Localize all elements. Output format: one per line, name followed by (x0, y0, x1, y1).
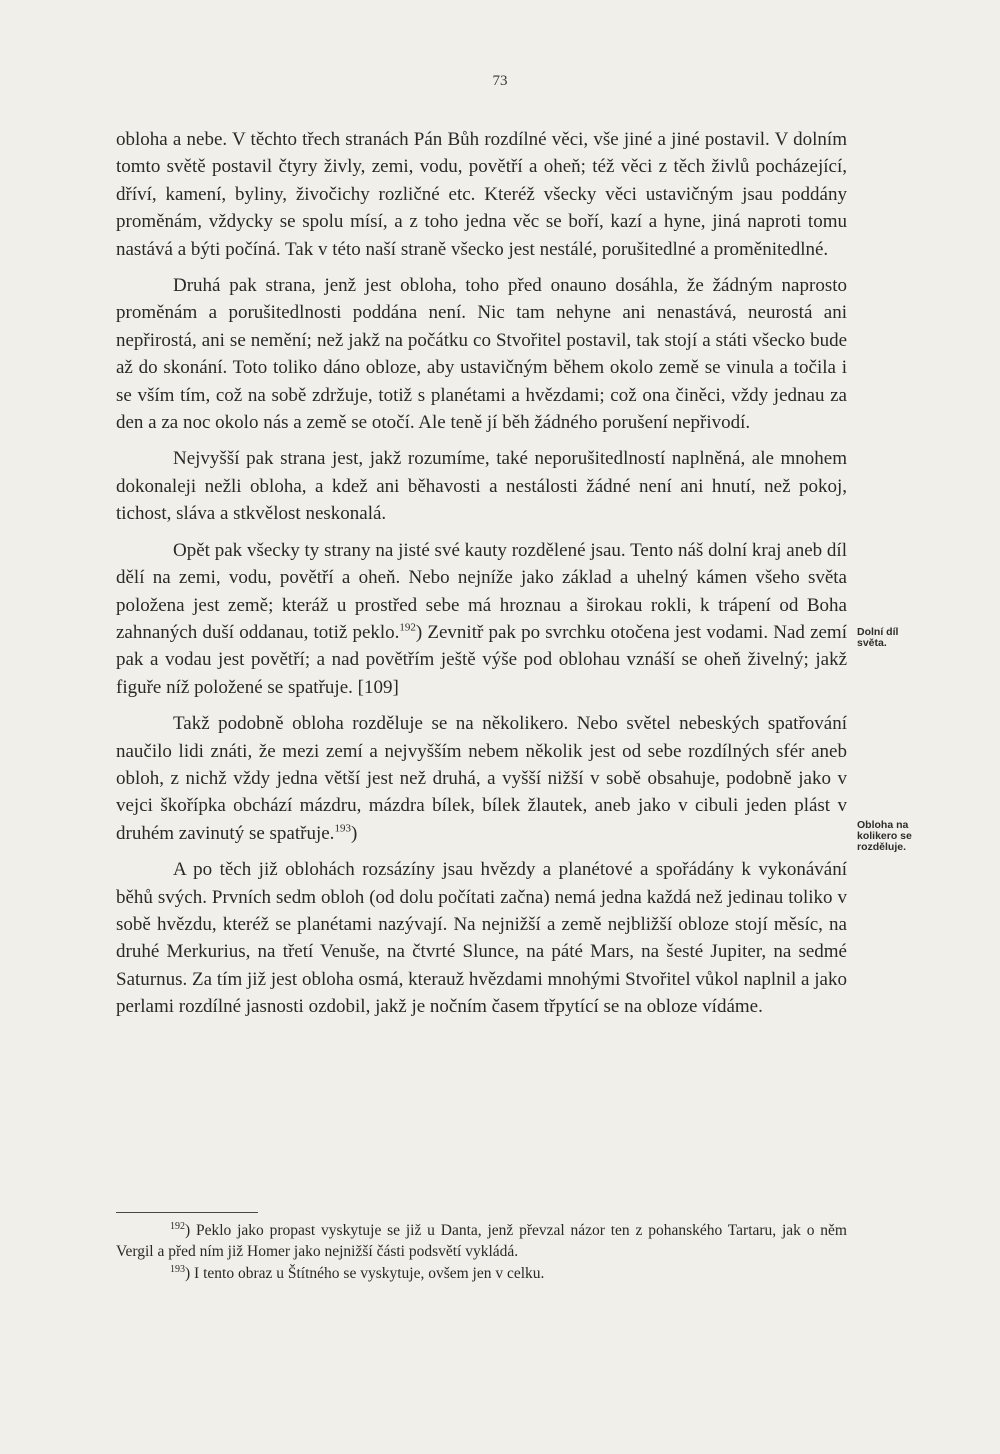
marginal-note-line: Dolní díl (857, 626, 899, 638)
marginal-note-line: Obloha na (857, 819, 909, 831)
marginal-note-spheres (857, 820, 937, 853)
paragraph-2: Druhá pak strana, jenž jest obloha, toho před onauno dosáhla, že žádným naprosto proměnám a porušitedlnosti poddána není. Nic tam nehyne ani nenastává, neurostá ani nepřirostá, ani se nemění; než jakž na počátku co Stvořitel postavil, tak stojí a státi všecko bude až do skonání. Toto toliko dáno obloze, aby ustavičným během okolo země se vinula a točila i se vším tím, což na sobě zdržuje, totiž s planétami a hvězdami; což ona činěci, vždy jednau za den a za noc okolo nás a země se otočí. Ale teně jí běh žádného porušení nepřivodí. (116, 275, 847, 434)
paragraph-4-text-before: Opět pak všecky ty strany na jisté své kauty rozdělené jsau. Tento náš dolní kraj aneb díl dělí na zemi, vodu, povětří a oheň. Nebo nejníže jako základ a uhelný kámen všeho světa položena jest země; kteráž u prostřed sebe má hroznau a širokau rokli, k trápení od Boha zahnaných duší oddanau, totiž peklo. (116, 539, 847, 643)
page-number: 73 (492, 73, 508, 89)
marginal-note-lower-world (857, 627, 937, 649)
paragraph-4 (116, 537, 847, 701)
footnote-mark: 192 (170, 1220, 185, 1232)
footnote-ref-192: 192 (399, 621, 416, 634)
footnote-193 (116, 1264, 847, 1285)
footnote-ref-193: 193 (334, 822, 351, 835)
paragraph-5-text-before: Takž podobně obloha rozděluje se na několikero. Nebo světel nebeských spatřování naučilo lidi znáti, že mezi zemí a nejvyšším nebem několik jest od sebe rozdílných sfér aneb obloh, z nichž vždy jedna větší jest než druhá, a vyšší nižší v sobě obsahuje, podobně jako v vejci škořípka obchází mázdru, mázdra bílek, bílek žlautek, aneb jako v cibuli jeden plást v druhém zavinutý se spatřuje. (116, 713, 847, 844)
paragraph-5 (116, 710, 847, 847)
paragraph-5-text-after: ) (350, 822, 358, 844)
marginal-note-line: rozděluje. (857, 841, 907, 853)
footnote-192 (116, 1221, 847, 1262)
footnote-separator (116, 1212, 258, 1213)
footnote-mark: 193 (170, 1263, 185, 1275)
paragraph-3: Nejvyšší pak strana jest, jakž rozumíme, také neporušitedlností naplněná, ale mnohem dokonaleji nežli obloha, a kdež ani běhavosti a nestálosti žádné není ani hnutí, než pokoj, tichost, sláva a stkvělost neskonalá. (116, 448, 847, 525)
paragraph-4-text-after: ) Zevnitř pak po svrchku otočena jest vodami. Nad zemí pak a vodau jest povětří; a nad povětřím ještě výše pod oblohau vznáší se oheň živelný; jakž figuře níž položené se spatřuje. [109] (116, 621, 847, 698)
paragraph-6: A po těch již oblohách rozsázíny jsau hvězdy a planétové a spořádány k vykonávání běhů svých. Prvních sedm obloh (od dolu počítati začna) nemá jedna každá než jedinau toliko v sobě hvězdu, kteréž se planétami nazývají. Na nejnižší a země nejbližší obloze stojí měsíc, na druhé Merkurius, na třetí Venuše, na čtvrté Slunce, na páté Mars, na šesté Jupiter, na sedmé Saturnus. Za tím již jest obloha osmá, kterauž hvězdami mnohými Stvořitel vůkol naplnil a jako perlami rozdílné jasnosti ozdobil, jakž je nočním časem třpytící se na obloze vídáme. (116, 859, 847, 1018)
footnotes (116, 1221, 847, 1287)
marginal-note-line: kolikero se (857, 830, 912, 842)
footnote-text: ) I tento obraz u Štítného se vyskytuje, ovšem jen v celku. (185, 1265, 545, 1282)
paragraph-1: obloha a nebe. V těchto třech stranách Pán Bůh rozdílné věci, vše jiné a jiné postavil. V dolním tomto světě postavil čtyry živly, zemi, vodu, povětří a oheň; též věci z těch živlů pocházející, dříví, kamení, byliny, živočichy rozličné etc. Kteréž všecky věci ustavičným jsau poddány proměnám, vždycky se spolu mísí, a z toho jedna věc se boří, kazí a hyne, jiná naproti tomu nastává a býti počíná. Tak v této naší straně všecko jest nestálé, porušitedlné a proměnitedlné. (116, 129, 847, 260)
footnote-text: ) Peklo jako propast vyskytuje se již u Danta, jenž převzal názor ten z pohanského Tartaru, jak o něm Vergil a před ním již Homer jako nejnižší části podsvětí vykládá. (116, 1222, 847, 1260)
main-text (116, 126, 847, 1030)
marginal-note-line: světa. (857, 637, 887, 649)
